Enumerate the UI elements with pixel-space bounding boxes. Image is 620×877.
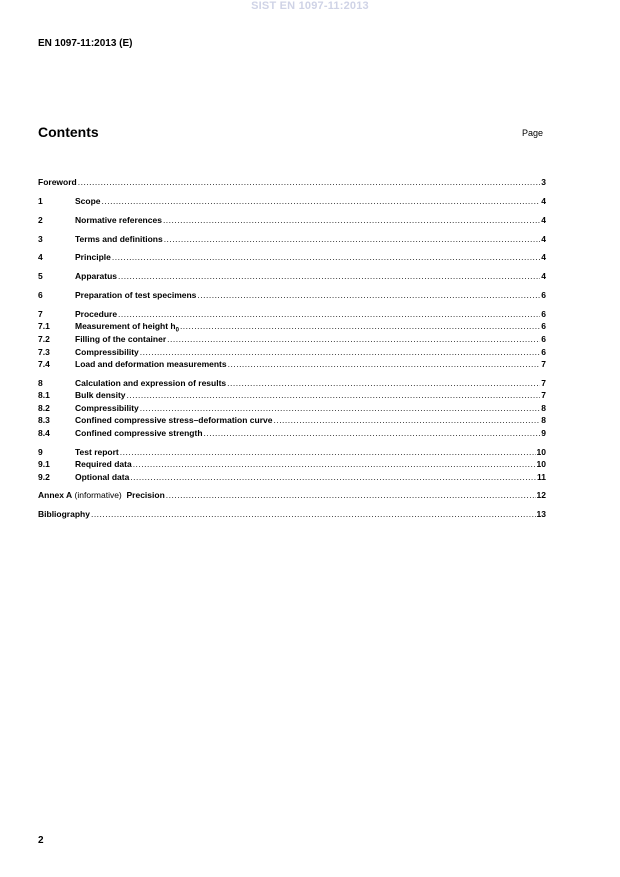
- toc-entry-page: 4: [541, 252, 546, 262]
- toc-entry-number: 9.1: [38, 459, 50, 469]
- toc-entry-number: 5: [38, 271, 43, 281]
- toc-entry-required-data[interactable]: [38, 458, 546, 470]
- toc-leader-dots: [197, 289, 540, 301]
- toc-leader-dots: [166, 489, 536, 501]
- toc-entry-compressibility[interactable]: [38, 346, 546, 358]
- toc-entry-number: 7: [38, 309, 43, 319]
- toc-entry-number: 8: [38, 378, 43, 388]
- toc-entry-title: Confined compressive stress–deformation curve: [75, 415, 273, 425]
- toc-entry-title: Preparation of test specimens: [75, 290, 197, 300]
- toc-entry-number: 8.3: [38, 415, 50, 425]
- toc-entry-compressibility-results[interactable]: [38, 402, 546, 414]
- toc-leader-dots: [228, 358, 541, 370]
- toc-entry-number: 2: [38, 215, 43, 225]
- toc-entry-title: Normative references: [75, 215, 162, 225]
- toc-entry-foreword[interactable]: [38, 176, 546, 188]
- toc-entry-page: 7: [541, 390, 546, 400]
- toc-entry-apparatus[interactable]: [38, 270, 546, 282]
- toc-entry-page: 6: [541, 290, 546, 300]
- toc-leader-dots: [227, 377, 540, 389]
- page-number: 2: [38, 835, 44, 846]
- toc-entry-title: Required data: [75, 459, 132, 469]
- toc-entry-title: Procedure: [75, 309, 118, 319]
- document-id: EN 1097-11:2013 (E): [38, 38, 133, 49]
- toc-entry-optional-data[interactable]: [38, 471, 546, 483]
- toc-annex-informative: (informative): [72, 490, 125, 500]
- toc-leader-dots: [140, 402, 540, 414]
- toc-entry-page: 4: [541, 215, 546, 225]
- toc-entry-number: 4: [38, 252, 43, 262]
- toc-entry-procedure[interactable]: [38, 308, 546, 320]
- toc-entry-title: Filling of the container: [75, 334, 167, 344]
- toc-entry-page: 4: [541, 271, 546, 281]
- toc-entry-page: 11: [537, 472, 546, 482]
- toc-entry-page: 7: [541, 378, 546, 388]
- toc-leader-dots: [120, 446, 536, 458]
- toc-entry-compressive-strength[interactable]: [38, 427, 546, 439]
- toc-entry-number: 7.3: [38, 347, 50, 357]
- toc-entry-number: 7.4: [38, 359, 50, 369]
- toc-entry-title-subscript: 0: [175, 327, 179, 334]
- toc-entry-page: 4: [541, 196, 546, 206]
- toc-entry-page: 10: [536, 447, 546, 457]
- toc-entry-page: 6: [541, 321, 546, 331]
- toc-entry-number: 7.1: [38, 321, 50, 331]
- toc-leader-dots: [204, 427, 541, 439]
- toc-entry-page: 8: [541, 403, 546, 413]
- toc-entry-bulk-density[interactable]: [38, 389, 546, 401]
- toc-entry-page: 13: [536, 509, 546, 519]
- toc-entry-title: Scope: [75, 196, 101, 206]
- toc-entry-number: 8.4: [38, 428, 50, 438]
- toc-entry-page: 6: [541, 334, 546, 344]
- toc-entry-preparation[interactable]: [38, 289, 546, 301]
- toc-entry-page: 6: [541, 347, 546, 357]
- toc-leader-dots: [133, 458, 536, 470]
- toc-entry-title: Compressibility: [75, 403, 139, 413]
- toc-entry-title: Terms and definitions: [75, 234, 163, 244]
- toc-entry-calculation[interactable]: [38, 377, 546, 389]
- toc-leader-dots: [180, 320, 540, 332]
- toc-entry-page: 8: [541, 415, 546, 425]
- toc-entry-annex-a[interactable]: [38, 489, 546, 501]
- toc-entry-page: 6: [541, 309, 546, 319]
- toc-entry-page: 7: [541, 359, 546, 369]
- toc-entry-title: Optional data: [75, 472, 130, 482]
- toc-entry-measurement-height[interactable]: [38, 320, 546, 332]
- toc-leader-dots: [102, 195, 541, 207]
- toc-entry-number: 9.2: [38, 472, 50, 482]
- toc-entry-terms-definitions[interactable]: [38, 233, 546, 245]
- toc-entry-title: Calculation and expression of results: [75, 378, 227, 388]
- toc-entry-page: 12: [536, 490, 546, 500]
- contents-heading: Contents: [38, 124, 99, 140]
- toc-entry-title: Load and deformation measurements: [75, 359, 227, 369]
- toc-entry-filling-container[interactable]: [38, 333, 546, 345]
- toc-entry-title: Confined compressive strength: [75, 428, 203, 438]
- toc-leader-dots: [163, 214, 540, 226]
- toc-entry-title: [38, 489, 165, 501]
- toc-entry-number: 1: [38, 196, 43, 206]
- toc-annex-label: Annex A: [38, 490, 73, 500]
- toc-entry-number: 7.2: [38, 334, 50, 344]
- toc-leader-dots: [91, 508, 536, 520]
- toc-entry-number: 8.2: [38, 403, 50, 413]
- toc-entry-scope[interactable]: [38, 195, 546, 207]
- toc-entry-normative-references[interactable]: [38, 214, 546, 226]
- toc-entry-title: Compressibility: [75, 347, 139, 357]
- toc-leader-dots: [118, 270, 540, 282]
- toc-entry-title: Principle: [75, 252, 111, 262]
- toc-entry-number: 3: [38, 234, 43, 244]
- watermark: SIST EN 1097-11:2013: [251, 0, 369, 12]
- toc-entry-bibliography[interactable]: [38, 508, 546, 520]
- toc-entry-page: 3: [541, 177, 546, 187]
- toc-entry-title: Apparatus: [75, 271, 118, 281]
- toc-annex-title: Precision: [124, 490, 165, 500]
- toc-entry-title-text: Measurement of height h: [75, 321, 176, 331]
- toc-entry-title: Bibliography: [38, 509, 90, 519]
- toc-entry-load-deformation[interactable]: [38, 358, 546, 370]
- toc-entry-title: Foreword: [38, 177, 77, 187]
- toc-leader-dots: [167, 333, 540, 345]
- toc-leader-dots: [78, 176, 541, 188]
- toc-entry-title: Bulk density: [75, 390, 126, 400]
- toc-entry-number: 9: [38, 447, 43, 457]
- toc-leader-dots: [130, 471, 536, 483]
- toc-leader-dots: [112, 251, 540, 263]
- toc-leader-dots: [127, 389, 541, 401]
- toc-entry-principle[interactable]: [38, 251, 546, 263]
- toc-entry-number: 8.1: [38, 390, 50, 400]
- toc-leader-dots: [164, 233, 541, 245]
- toc-leader-dots: [140, 346, 540, 358]
- toc-entry-page: 10: [536, 459, 546, 469]
- toc-entry-number: 6: [38, 290, 43, 300]
- toc-entry-test-report[interactable]: [38, 446, 546, 458]
- page-column-label: Page: [522, 128, 544, 138]
- toc-entry-page: 4: [541, 234, 546, 244]
- toc-entry-title: Test report: [75, 447, 119, 457]
- toc-entry-stress-deformation[interactable]: [38, 414, 546, 426]
- toc-leader-dots: [273, 414, 540, 426]
- toc-entry-page: 9: [541, 428, 546, 438]
- toc-leader-dots: [118, 308, 540, 320]
